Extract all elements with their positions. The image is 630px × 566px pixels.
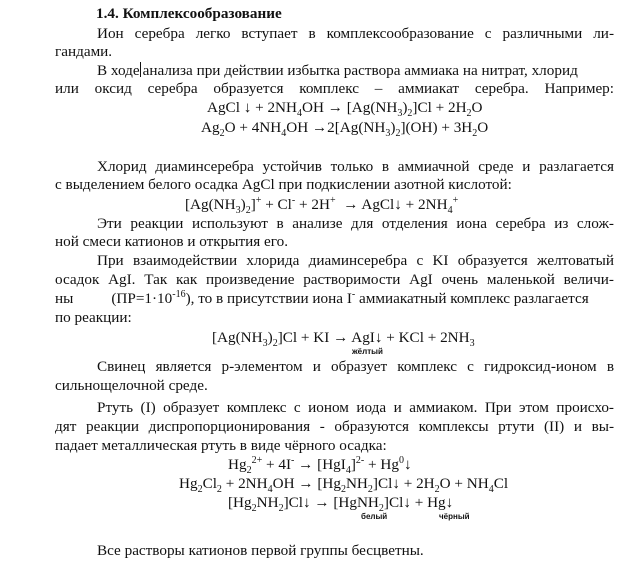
equation-2: $Ag_2O + 4NH_4OH \to 2[Ag(NH_3)_2](OH) + 3H_2O$: [201, 119, 489, 140]
text-line-11c: -16: [172, 288, 186, 300]
text-line-11d: ), то в присутствии иона I: [185, 290, 352, 307]
equation-1: AgCl ↓ + $2NH_4OH \to [Ag(NH_3)_2]Cl + 2H_2O$: [207, 99, 483, 120]
text-line-1: Ион серебра легко вступает в комплексообразование с различными ли-: [97, 25, 614, 42]
text-line-3: [97, 62, 614, 80]
text-line-17: падает металлическая ртуть в виде чёрного осадка:: [55, 437, 387, 454]
text-line-8: ной смеси катионов и открытия его.: [55, 233, 288, 250]
text-line-11e: -: [351, 288, 356, 300]
text-line-6: с выделением белого осадка AgCl при подкислении азотной кислотой:: [55, 176, 512, 193]
label-yellow: жёлтый: [352, 347, 383, 356]
text-line-9: При взаимодействии хлорида диаминсеребра с KI образуется желтоватый: [97, 252, 614, 269]
section-heading: 1.4. Комплексообразование: [96, 5, 282, 22]
text-line-16: дят реакции диспропорционирования - образуются комплексы ртути (II) и вы-: [55, 418, 614, 435]
text-line-11a: ны: [55, 290, 74, 307]
text-line-5: Хлорид диаминсеребра устойчив только в аммиачной среде и разлагается: [97, 158, 614, 175]
equation-4: $[Ag(NH_3)_2]Cl$ + KI → AgI↓ + KCl + $2NH_3$: [212, 329, 475, 350]
text-line-11b: (ПР=1·10: [111, 290, 173, 307]
text-line-15: Ртуть (I) образует комплекс с ионом иода и аммиаком. При этом происхо-: [97, 399, 614, 416]
equation-7: $[Hg_2NH_2]Cl↓$ → [HgNH$_2$]Cl↓ + Hg↓: [228, 494, 454, 515]
text-line-10: осадок AgI. Так как произведение растворимости AgI очень маленькой величи-: [55, 271, 614, 288]
text-line-3b: анализа при действии избытка раствора аммиака на нитрат, хлорид: [142, 62, 578, 79]
text-line-7: Эти реакции используют в анализе для отделения иона серебра из слож-: [97, 215, 614, 232]
text-line-12: по реакции:: [55, 309, 132, 326]
text-line-4: или оксид серебра образуется комплекс – аммиакат серебра. Например:: [55, 80, 614, 97]
text-line-11f: аммиакатный комплекс разлагается: [355, 290, 589, 307]
label-white: белый: [361, 512, 388, 521]
equation-3: $[Ag(NH_3)_2]^+ + Cl^- + 2H^+$ → AgCl↓ + $2NH_4^+$: [185, 194, 459, 217]
text-line-3a: В ходе: [97, 62, 140, 79]
text-line-11: [55, 290, 614, 308]
equation-5: $Hg_2^{2+} + 4I^- \to [HgI_4]^{2-}$ + $Hg^0↓$: [228, 454, 412, 477]
label-black: чёрный: [439, 512, 470, 521]
equation-6: $Hg_2Cl_2 + 2NH_4OH$ → $[Hg_2NH_2]Cl↓ + 2H_2O + NH_4Cl$: [179, 475, 509, 496]
text-line-13: Свинец является p-элементом и образует комплекс с гидроксид-ионом в: [97, 358, 614, 375]
text-line-2: гандами.: [55, 43, 113, 60]
text-line-18: Все растворы катионов первой группы бесцветны.: [97, 542, 424, 559]
text-line-14: сильнощелочной среде.: [55, 377, 208, 394]
